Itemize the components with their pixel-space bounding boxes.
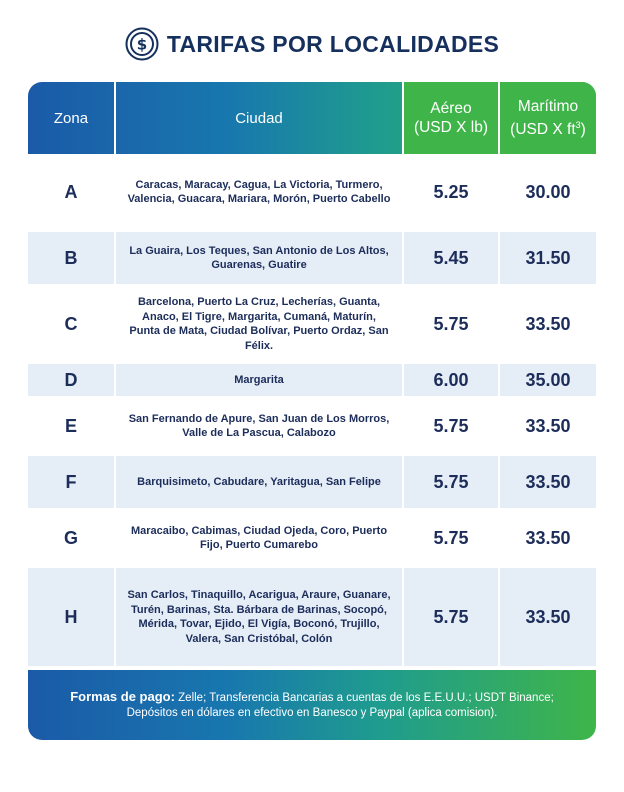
payment-methods-text bbox=[68, 689, 556, 721]
header-ciudad: Ciudad bbox=[114, 82, 402, 154]
ciudad-cell: Barcelona, Puerto La Cruz, Lecherías, Guanta, Anaco, El Tigre, Margarita, Cumaná, Maturín, Punta de Mata, Ciudad Bolívar, Puerto Ordaz, San Félix. bbox=[114, 286, 402, 362]
zona-cell: D bbox=[28, 364, 114, 396]
aereo-rate-cell: 6.00 bbox=[402, 364, 498, 396]
maritimo-rate-cell: 35.00 bbox=[498, 364, 596, 396]
table-row bbox=[28, 456, 596, 510]
header-maritimo-label: Marítimo bbox=[517, 97, 579, 115]
ciudad-cell: Maracaibo, Cabimas, Ciudad Ojeda, Coro, Puerto Fijo, Puerto Cumarebo bbox=[114, 510, 402, 566]
title-text: TARIFAS POR LOCALIDADES bbox=[166, 30, 500, 57]
table-row bbox=[28, 398, 596, 456]
payment-methods-list: Zelle; Transferencia Bancarias a cuentas de los E.E.U.U.; USDT Binance; Depósitos en dólares en efectivo en Banesco y Paypal (aplica comision). bbox=[126, 692, 554, 719]
table-header bbox=[28, 82, 596, 154]
ciudad-cell: San Fernando de Apure, San Juan de Los Morros, Valle de La Pascua, Calabozo bbox=[114, 398, 402, 454]
table-row bbox=[28, 510, 596, 568]
dollar-coin-icon bbox=[125, 27, 159, 61]
maritimo-rate-cell: 33.50 bbox=[498, 286, 596, 362]
aereo-rate-cell: 5.75 bbox=[402, 568, 498, 666]
rates-table bbox=[28, 82, 596, 666]
zona-cell: E bbox=[64, 415, 77, 436]
header-aereo-unit: (USD X lb) bbox=[413, 119, 489, 136]
maritimo-rate-cell: 31.50 bbox=[498, 232, 596, 284]
zona-cell: F bbox=[28, 456, 114, 508]
maritimo-rate-cell: 33.50 bbox=[498, 568, 596, 666]
maritimo-rate-cell: 30.00 bbox=[498, 154, 596, 230]
maritimo-rate-cell: 33.50 bbox=[498, 456, 596, 508]
table-row bbox=[28, 154, 596, 232]
payment-methods-label: Formas de pago: bbox=[70, 689, 175, 704]
header-aereo-label: Aéreo bbox=[430, 100, 472, 117]
svg-text:$: $ bbox=[136, 35, 148, 54]
header-maritimo bbox=[498, 82, 596, 154]
aereo-rate-cell: 5.75 bbox=[402, 398, 498, 454]
table-row bbox=[28, 364, 596, 398]
aereo-rate-cell: 5.75 bbox=[402, 286, 498, 362]
table-row bbox=[28, 568, 596, 666]
header-aereo bbox=[402, 82, 498, 154]
table-row bbox=[28, 286, 596, 364]
ciudad-cell: Margarita bbox=[114, 364, 402, 396]
payment-methods-footer bbox=[28, 670, 596, 740]
ciudad-cell: San Carlos, Tinaquillo, Acarigua, Araure, Guanare, Turén, Barinas, Sta. Bárbara de Barinas, Socopó, Mérida, Tovar, Ejido, El Vigía, Boconó, Trujillo, Valera, San Cristóbal, Colón bbox=[114, 568, 402, 666]
zona-cell: G bbox=[63, 527, 78, 548]
page-title bbox=[0, 26, 624, 62]
maritimo-rate-cell: 33.50 bbox=[498, 398, 596, 454]
zona-cell: A bbox=[64, 181, 78, 202]
table-row bbox=[28, 232, 596, 286]
ciudad-cell: Caracas, Maracay, Cagua, La Victoria, Turmero, Valencia, Guacara, Mariara, Morón, Puerto Cabello bbox=[114, 154, 402, 230]
header-maritimo-unit: (USD X $ft^3$) bbox=[510, 119, 586, 139]
aereo-rate-cell: 5.75 bbox=[402, 456, 498, 508]
maritimo-rate-cell: 33.50 bbox=[498, 510, 596, 566]
aereo-rate-cell: 5.45 bbox=[402, 232, 498, 284]
ciudad-cell: Barquisimeto, Cabudare, Yaritagua, San Felipe bbox=[114, 456, 402, 508]
zona-cell: C bbox=[64, 313, 78, 334]
zona-cell: B bbox=[28, 232, 114, 284]
ciudad-cell: La Guaira, Los Teques, San Antonio de Los Altos, Guarenas, Guatire bbox=[114, 232, 402, 284]
zona-cell: H bbox=[28, 568, 114, 666]
aereo-rate-cell: 5.25 bbox=[402, 154, 498, 230]
header-zona: Zona bbox=[53, 109, 89, 127]
aereo-rate-cell: 5.75 bbox=[402, 510, 498, 566]
